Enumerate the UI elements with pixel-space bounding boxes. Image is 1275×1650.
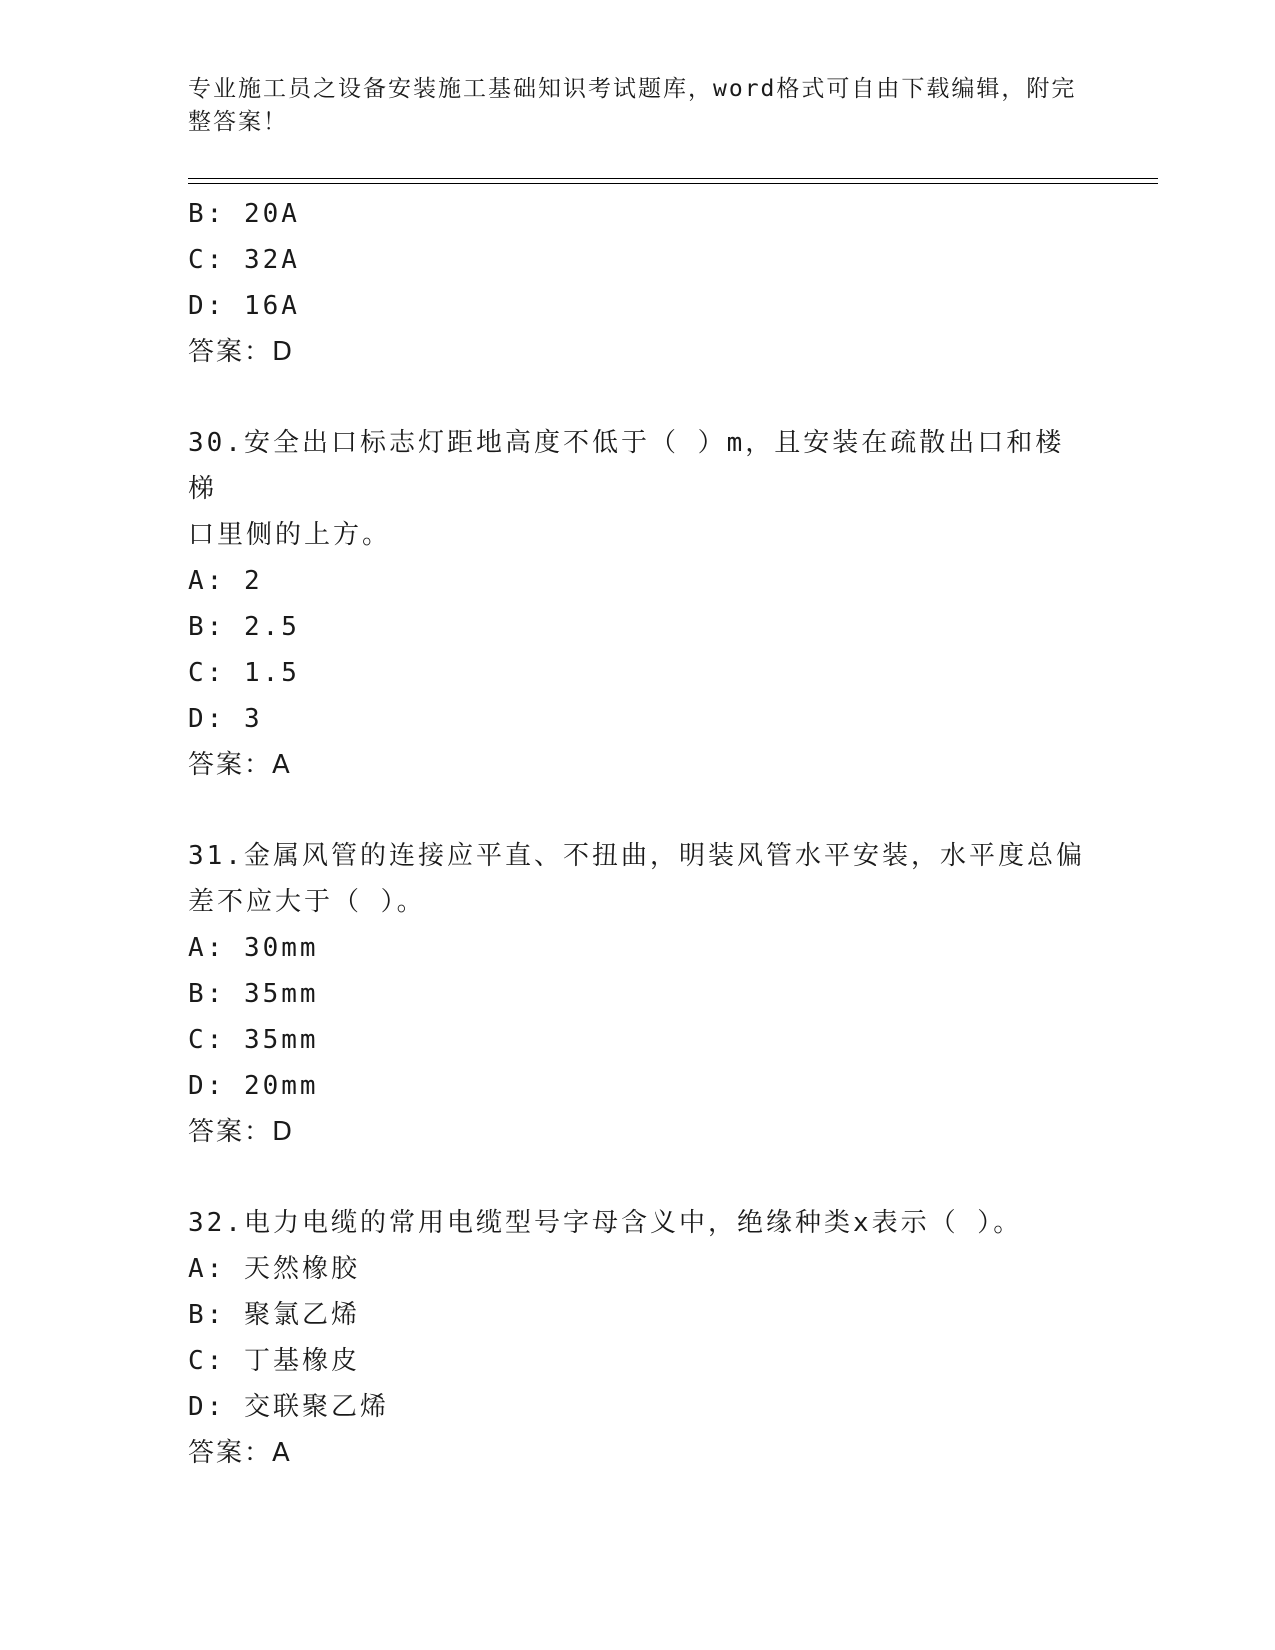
spacer: [188, 1155, 1088, 1200]
option-d: D: 16A: [188, 291, 300, 321]
option-c: C: 35mm: [188, 1025, 319, 1055]
answer-line: 答案：D: [188, 337, 295, 367]
question-text-line: 口里侧的上方。: [188, 520, 392, 550]
option-c: C: 丁基橡皮: [188, 1346, 360, 1376]
answer-line: 答案：A: [188, 750, 292, 780]
answer-line: 答案：A: [188, 1438, 292, 1468]
question-text-line: 差不应大于（ ）。: [188, 887, 426, 917]
option-d: D: 交联聚乙烯: [188, 1392, 389, 1422]
question-text-line: 31.金属风管的连接应平直、不扭曲，明装风管水平安装，水平度总偏: [188, 841, 1085, 871]
document-header: [188, 73, 1088, 139]
spacer: [188, 788, 1088, 833]
option-c: C: 32A: [188, 245, 300, 275]
option-d: D: 3: [188, 704, 263, 734]
option-a: A: 30mm: [188, 933, 319, 963]
option-b: B: 20A: [188, 199, 300, 229]
header-divider-top: [188, 178, 1158, 179]
spacer: [188, 375, 1088, 420]
header-line-2: 整答案！: [188, 109, 288, 135]
option-b: B: 35mm: [188, 979, 319, 1009]
option-b: B: 2.5: [188, 612, 300, 642]
answer-line: 答案：D: [188, 1117, 295, 1147]
prev-question-block: [188, 191, 1088, 375]
question-block-30: [188, 420, 1088, 788]
question-text-line: 30.安全出口标志灯距地高度不低于（ ）m，且安装在疏散出口和楼梯: [188, 428, 1065, 504]
option-d: D: 20mm: [188, 1071, 319, 1101]
question-block-31: [188, 833, 1088, 1155]
option-c: C: 1.5: [188, 658, 300, 688]
header-divider-bottom: [188, 183, 1158, 184]
question-text-line: 32.电力电缆的常用电缆型号字母含义中，绝缘种类x表示（ ）。: [188, 1208, 1023, 1238]
header-line-1: 专业施工员之设备安装施工基础知识考试题库，word格式可自由下载编辑，附完: [188, 76, 1077, 102]
option-a: A: 2: [188, 566, 263, 596]
question-block-32: [188, 1200, 1088, 1476]
option-a: A: 天然橡胶: [188, 1254, 360, 1284]
option-b: B: 聚氯乙烯: [188, 1300, 360, 1330]
document-body: [188, 191, 1088, 1476]
